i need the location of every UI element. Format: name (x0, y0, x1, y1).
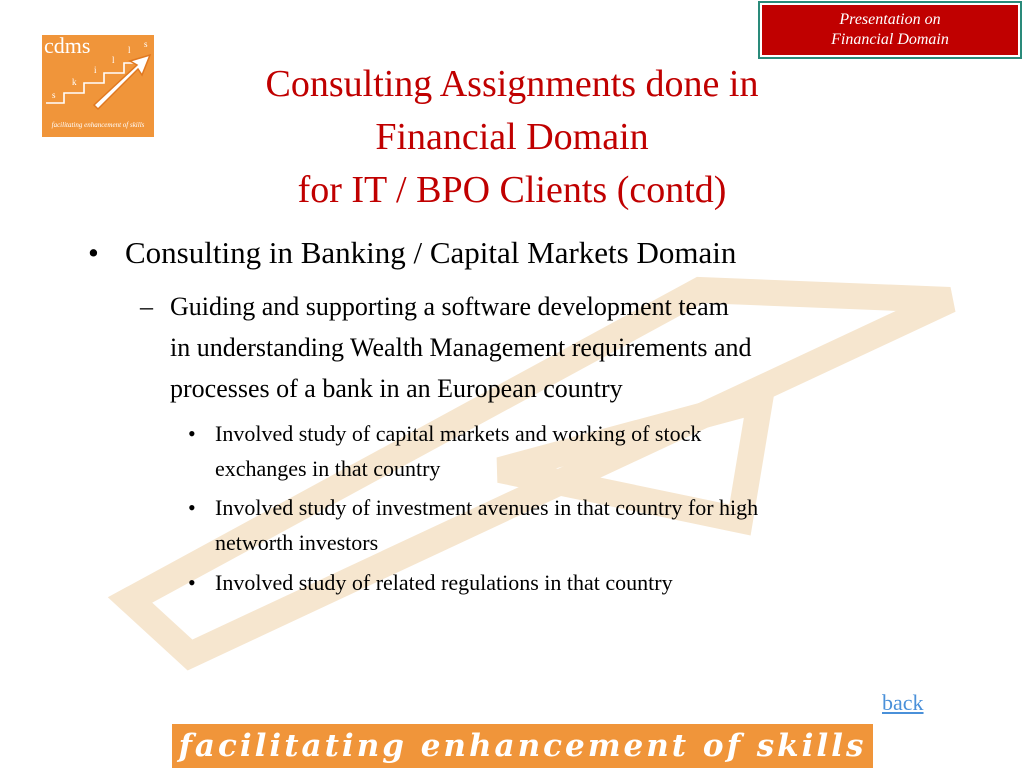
title-line: for IT / BPO Clients (contd) (297, 169, 727, 211)
bullet-marker: • (88, 235, 99, 270)
logo-tagline: facilitating enhancement of skills (51, 121, 145, 129)
bullet-text-line: Involved study of capital markets and working of stock (215, 421, 702, 446)
bullet-text-line: Involved study of investment avenues in that country for high (215, 495, 759, 520)
bullet-text: Consulting in Banking / Capital Markets Domain (125, 235, 737, 270)
logo-letter: l (112, 55, 115, 65)
bullet-text-line: Guiding and supporting a software development team (170, 292, 729, 321)
footer-banner (172, 724, 873, 768)
bullet-marker: • (188, 495, 196, 520)
back-link[interactable]: back (882, 690, 924, 715)
bullet-text (215, 565, 955, 600)
footer-tagline: facilitating enhancement of skills (178, 728, 867, 764)
presentation-label-line: Financial Domain (831, 31, 949, 48)
bullet-text-line: in understanding Wealth Management requirements and (170, 333, 752, 362)
title-line: Financial Domain (375, 116, 649, 158)
bullet-text (215, 490, 955, 560)
bullet-text-line: exchanges in that country (215, 456, 441, 481)
bullet-marker: – (140, 292, 153, 321)
bullet-text-line: Involved study of related regulations in that country (215, 570, 673, 595)
logo-letter: i (94, 65, 97, 75)
bullet-text-line: processes of a bank in an European country (170, 374, 623, 403)
presentation-label-line: Presentation on (839, 11, 941, 28)
logo-letter: s (52, 90, 56, 100)
bullet-text (215, 416, 955, 486)
bullet-text (170, 286, 960, 409)
logo-brand: cdms (44, 35, 91, 58)
logo-letter: k (72, 77, 77, 87)
logo-letter: s (144, 39, 148, 49)
bullet-text-line: networth investors (215, 530, 379, 555)
title-line: Consulting Assignments done in (265, 63, 759, 105)
bullet-marker: • (188, 570, 196, 595)
bullet-marker: • (188, 421, 196, 446)
logo-letter: l (128, 45, 131, 55)
